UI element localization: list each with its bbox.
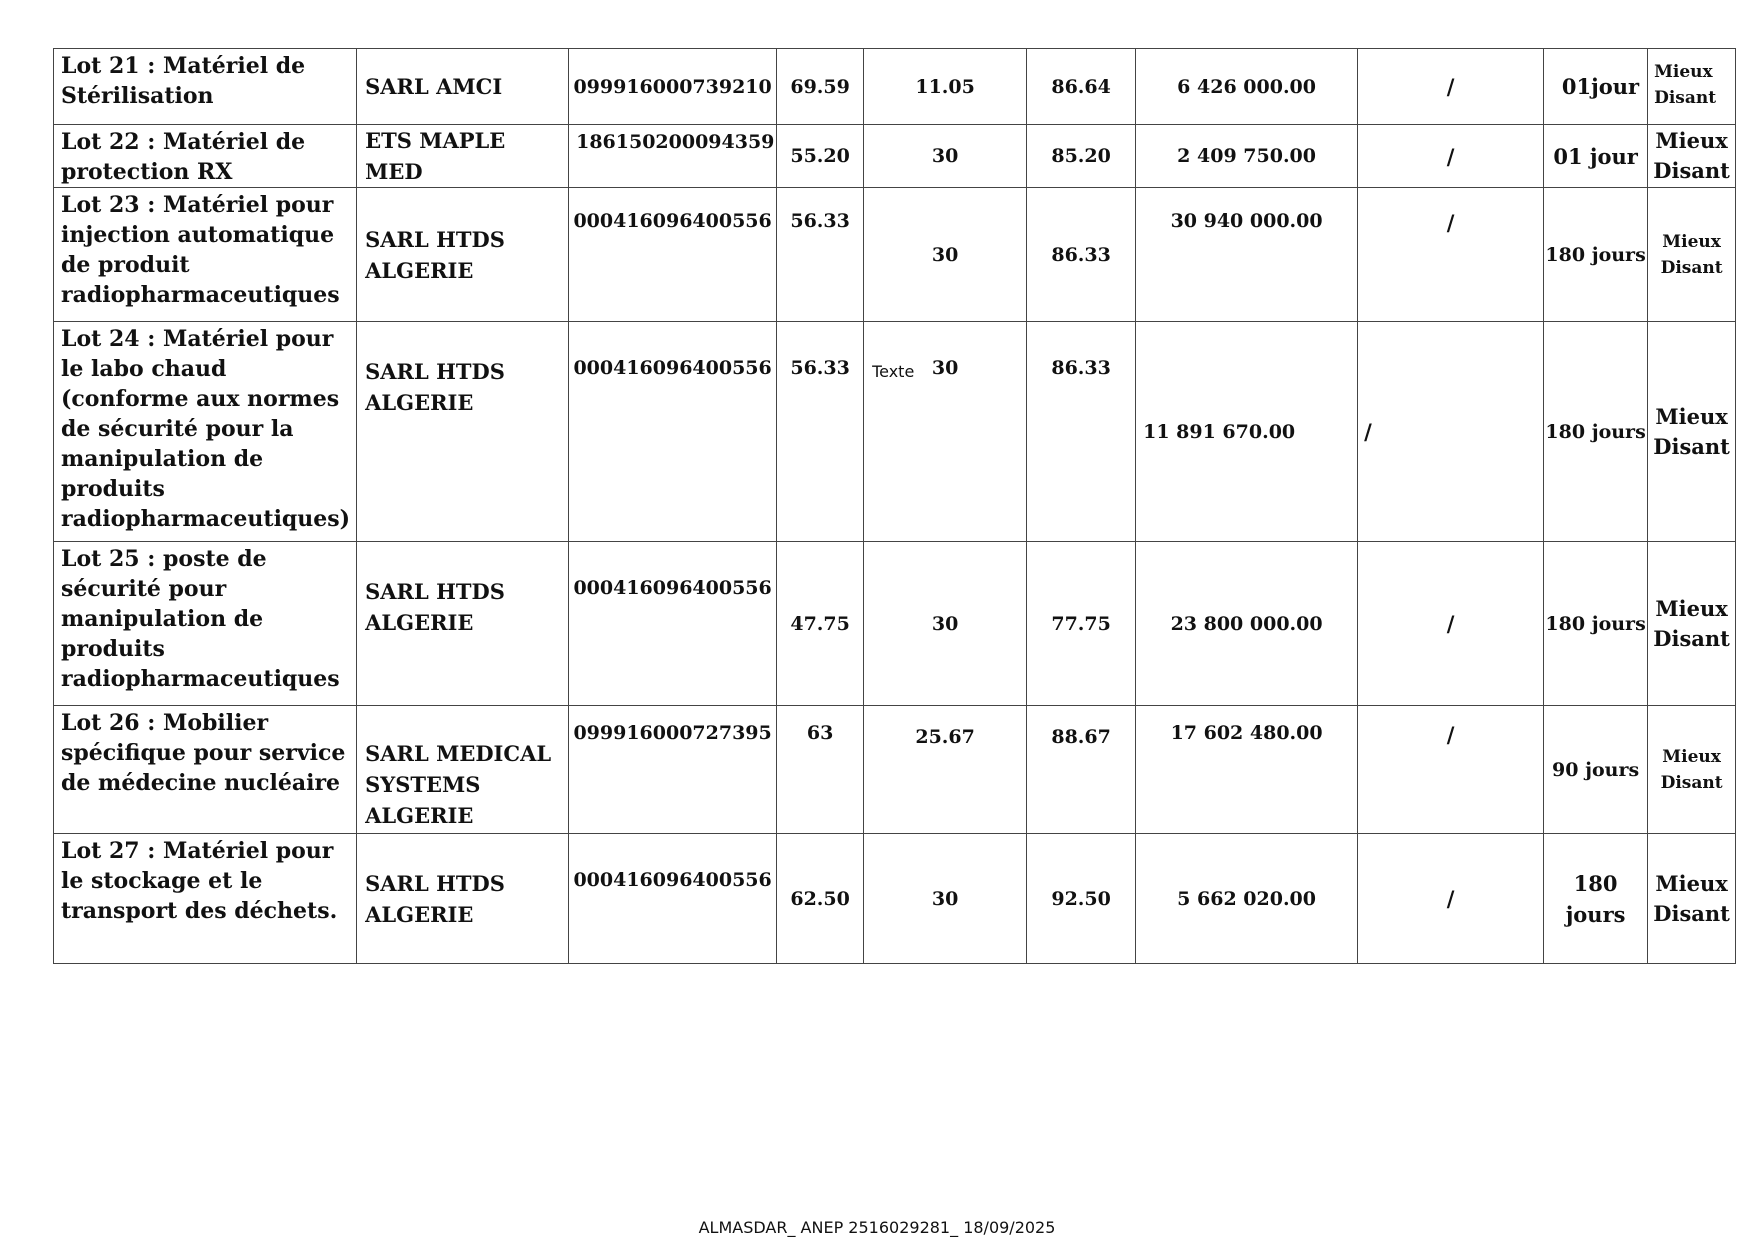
rank-cell: Mieux Disant [1648,834,1736,964]
lot-cell: Lot 25 : poste de sécurité pour manipulation de produits radiopharmaceutiques [54,542,357,706]
fin-score-cell: 30 [864,125,1027,188]
supplier-cell: ETS MAPLE MED [357,125,569,188]
fin-score-cell: 30 [864,834,1027,964]
lot-cell: Lot 27 : Matériel pour le stockage et le transport des déchets. [54,834,357,964]
amount-cell: 6 426 000.00 [1136,49,1358,125]
total-score-cell: 86.33 [1027,322,1136,542]
table-row [54,188,1736,322]
table-row [54,834,1736,964]
fin-score-cell [864,322,1027,542]
amount-cell: 2 409 750.00 [1136,125,1358,188]
lot-cell: Lot 23 : Matériel pour injection automatique de produit radiopharmaceutiques [54,188,357,322]
amount-cell: 30 940 000.00 [1136,188,1358,322]
fin-score-cell: 11.05 [864,49,1027,125]
table-row [54,125,1736,188]
fin-score-cell: 25.67 [864,706,1027,834]
nif-cell: 000416096400556 [569,322,777,542]
nif-cell: 099916000727395 [569,706,777,834]
lot-cell: Lot 21 : Matériel de Stérilisation [54,49,357,125]
fin-score-cell: 30 [864,188,1027,322]
nif-cell: 000416096400556 [569,542,777,706]
delay-cell: 180 jours [1544,834,1648,964]
rank-cell: Mieux Disant [1648,125,1736,188]
tech-score-cell: 56.33 [777,322,864,542]
rank-cell: Mieux Disant [1648,706,1736,834]
supplier-cell: SARL HTDS ALGERIE [357,188,569,322]
other-cell: / [1358,706,1544,834]
lot-cell: Lot 24 : Matériel pour le labo chaud (conforme aux normes de sécurité pour la manipulation de produits radiopharmaceutiques) [54,322,357,542]
tech-score-cell: 55.20 [777,125,864,188]
supplier-cell: SARL HTDS ALGERIE [357,322,569,542]
delay-cell: 180 jours [1544,542,1648,706]
fin-score-value: 30 [931,357,959,379]
supplier-cell: SARL MEDICAL SYSTEMS ALGERIE [357,706,569,834]
total-score-cell: 86.33 [1027,188,1136,322]
supplier-cell: SARL HTDS ALGERIE [357,542,569,706]
table-row [54,49,1736,125]
amount-cell: 23 800 000.00 [1136,542,1358,706]
tech-score-cell: 62.50 [777,834,864,964]
total-score-cell: 86.64 [1027,49,1136,125]
rank-cell: Mieux Disant [1648,322,1736,542]
delay-cell: 180 jours [1544,188,1648,322]
fin-score-cell: 30 [864,542,1027,706]
delay-cell: 01 jour [1544,125,1648,188]
lot-cell: Lot 26 : Mobilier spécifique pour service de médecine nucléaire [54,706,357,834]
other-cell: / [1358,322,1544,542]
total-score-cell: 88.67 [1027,706,1136,834]
other-cell: / [1358,188,1544,322]
nif-cell: 099916000739210 [569,49,777,125]
amount-cell: 5 662 020.00 [1136,834,1358,964]
nif-cell: 000416096400556 [569,834,777,964]
other-cell: / [1358,542,1544,706]
tech-score-cell: 63 [777,706,864,834]
amount-cell: 11 891 670.00 [1136,322,1358,542]
tech-score-cell: 56.33 [777,188,864,322]
lots-table [53,48,1736,964]
other-cell: / [1358,49,1544,125]
table-row [54,322,1736,542]
other-cell: / [1358,125,1544,188]
rank-cell: Mieux Disant [1648,49,1736,125]
lot-cell: Lot 22 : Matériel de protection RX [54,125,357,188]
table-row [54,706,1736,834]
amount-cell: 17 602 480.00 [1136,706,1358,834]
nif-cell: 186150200094359 [569,125,777,188]
rank-cell: Mieux Disant [1648,542,1736,706]
delay-cell: 01jour [1544,49,1648,125]
total-score-cell: 85.20 [1027,125,1136,188]
rank-cell: Mieux Disant [1648,188,1736,322]
other-cell: / [1358,834,1544,964]
field-label-text: Texte [872,362,915,381]
delay-cell: 90 jours [1544,706,1648,834]
nif-cell: 000416096400556 [569,188,777,322]
tech-score-cell: 69.59 [777,49,864,125]
footer-reference: ALMASDAR_ ANEP 2516029281_ 18/09/2025 [698,1218,1056,1237]
delay-cell: 180 jours [1544,322,1648,542]
supplier-cell: SARL AMCI [357,49,569,125]
tech-score-cell: 47.75 [777,542,864,706]
supplier-cell: SARL HTDS ALGERIE [357,834,569,964]
total-score-cell: 77.75 [1027,542,1136,706]
table-row [54,542,1736,706]
total-score-cell: 92.50 [1027,834,1136,964]
